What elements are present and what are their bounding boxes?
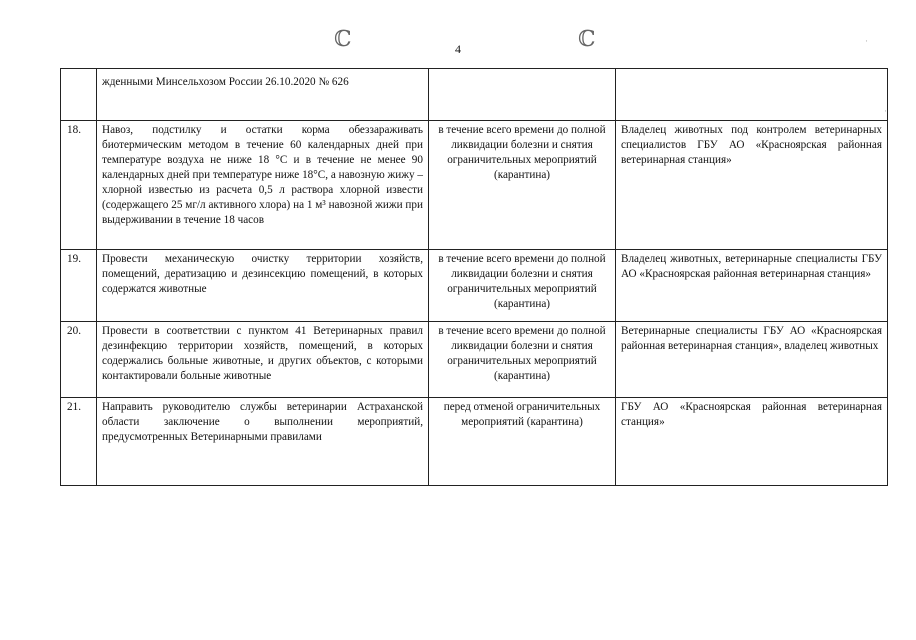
measure-responsible: ГБУ АО «Красноярская районная ветеринарная станция» (616, 398, 888, 486)
measure-responsible: Владелец животных под контролем ветеринарных специалистов ГБУ АО «Красноярская районная ветеринарная станция» (616, 121, 888, 250)
scan-speck: · (865, 36, 868, 46)
table-row (61, 250, 888, 322)
measure-responsible: Владелец животных, ветеринарные специалисты ГБУ АО «Красноярская районная ветеринарная станция» (616, 250, 888, 322)
row-number: 18. (61, 121, 97, 250)
row-number: 21. (61, 398, 97, 486)
punch-hole-mark-left: ℂ (334, 26, 352, 51)
table-row (61, 69, 888, 121)
measure-description: Навоз, подстилку и остатки корма обеззараживать биотермическим методом в течение 60 календарных дней при температуре воздуха не ниже 18 °С и в течение не менее 90 календарных дней при температуре ниже 18°С, а навозную жижу – хлорной известью из расчета 0,5 л раствора хлорной извести (содержащего 25 мг/л активного хлора) на 1 м³ навозной жижи при выдерживании в течение 18 часов (97, 121, 429, 250)
measure-responsible: Ветеринарные специалисты ГБУ АО «Красноярская районная ветеринарная станция», владелец животных (616, 322, 888, 398)
measure-description: жденными Минсельхозом России 26.10.2020 № 626 (97, 69, 429, 121)
measure-responsible (616, 69, 888, 121)
measure-term: в течение всего времени до полной ликвидации болезни и снятия ограничительных мероприятий (карантина) (429, 250, 616, 322)
page-number: 4 (455, 42, 461, 56)
measure-description: Провести механическую очистку территории хозяйств, помещений, дератизацию и дезинсекцию помещений, в которых содержатся животные (97, 250, 429, 322)
measure-description: Направить руководителю службы ветеринарии Астраханской области заключение о выполнении мероприятий, предусмотренных Ветеринарными правилами (97, 398, 429, 486)
measures-table (60, 68, 888, 486)
row-number: 20. (61, 322, 97, 398)
table-row (61, 398, 888, 486)
measure-description: Провести в соответствии с пунктом 41 Ветеринарных правил дезинфекцию территории хозяйств, помещений, в которых содержались больные животные, и других объектов, с которыми контактировали больные животные (97, 322, 429, 398)
scan-speck: · (884, 106, 887, 116)
table-row (61, 121, 888, 250)
measure-term: в течение всего времени до полной ликвидации болезни и снятия ограничительных мероприятий (карантина) (429, 322, 616, 398)
measure-term: перед отменой ограничительных мероприятий (карантина) (429, 398, 616, 486)
row-number (61, 69, 97, 121)
table-row (61, 322, 888, 398)
row-number: 19. (61, 250, 97, 322)
punch-hole-mark-right: ℂ (578, 26, 596, 51)
measure-term: в течение всего времени до полной ликвидации болезни и снятия ограничительных мероприятий (карантина) (429, 121, 616, 250)
measure-term (429, 69, 616, 121)
